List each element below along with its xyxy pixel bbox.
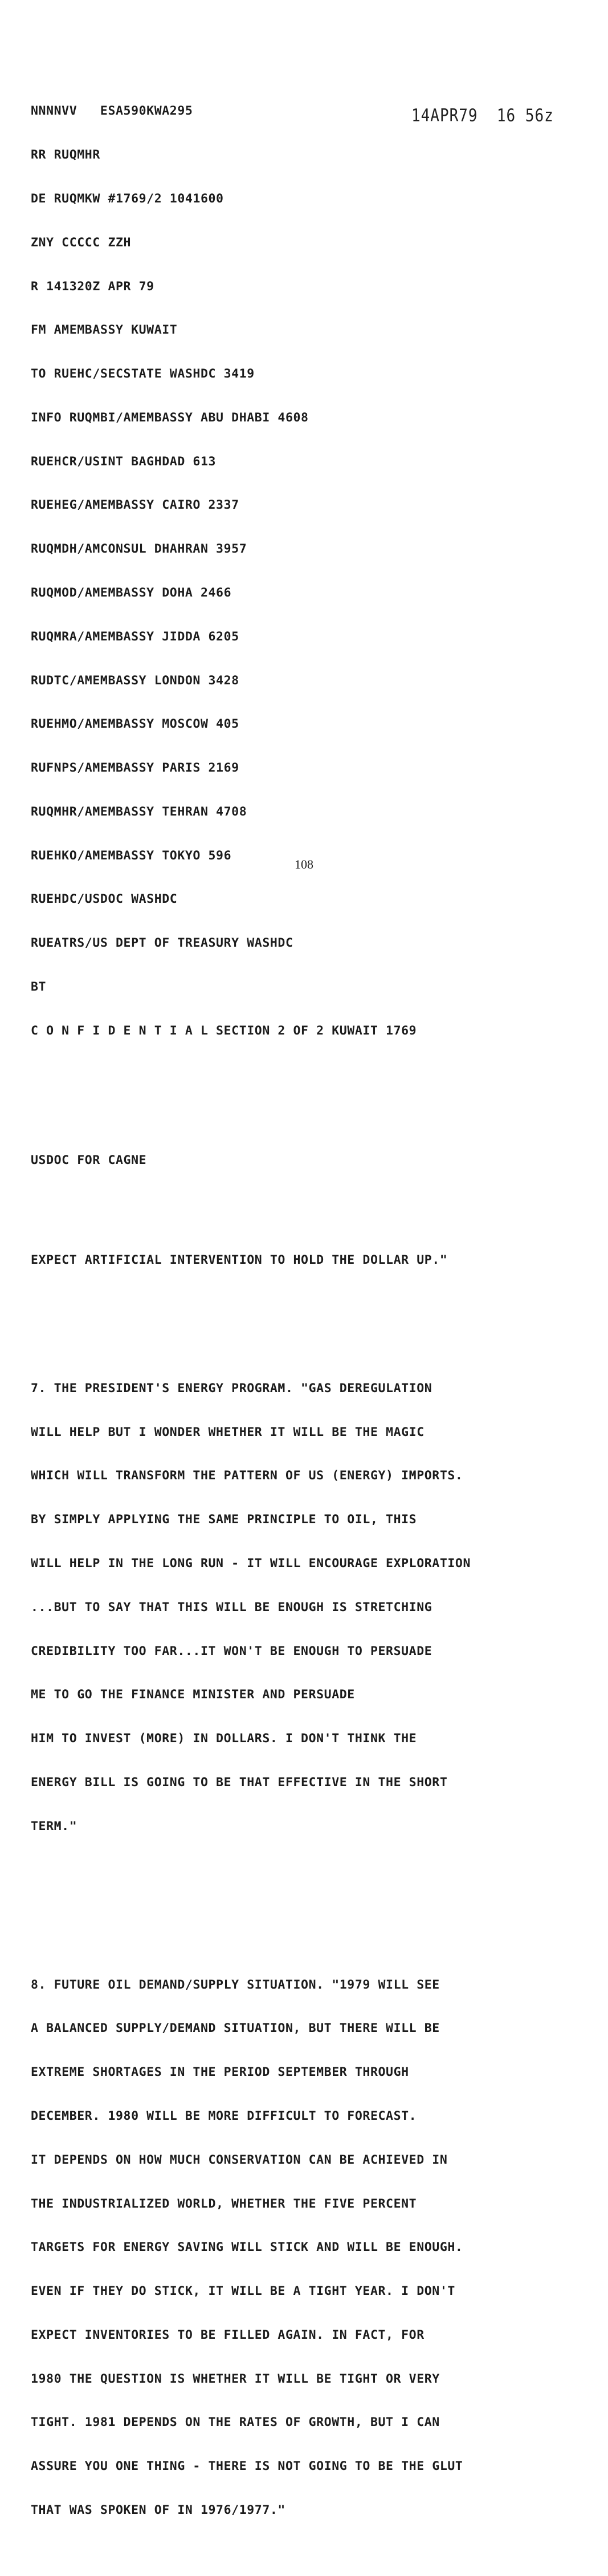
paragraph-line: THAT WAS SPOKEN OF IN 1976/1977." — [31, 2502, 285, 2517]
paragraph-line: DECEMBER. 1980 WILL BE MORE DIFFICULT TO FORECAST. — [31, 2108, 417, 2123]
spacer — [31, 1906, 544, 1919]
paragraph-line: HIM TO INVEST (MORE) IN DOLLARS. I DON'T THINK THE — [31, 1731, 417, 1746]
classification-line: C O N F I D E N T I A L SECTION 2 OF 2 KUWAIT 1769 — [31, 1023, 417, 1038]
header-line: RUEHEG/AMEMBASSY CAIRO 2337 — [31, 498, 239, 513]
spacer — [31, 1211, 544, 1224]
header-line: RUEHKO/AMEMBASSY TOKYO 596 — [31, 848, 232, 863]
paragraph-line: EXTREME SHORTAGES IN THE PERIOD SEPTEMBER THROUGH — [31, 2065, 409, 2080]
header-line: RUQMRA/AMEMBASSY JIDDA 6205 — [31, 629, 239, 644]
paragraph-line: TARGETS FOR ENERGY SAVING WILL STICK AND WILL BE ENOUGH. — [31, 2240, 463, 2255]
paragraph-line: ASSURE YOU ONE THING - THERE IS NOT GOING TO BE THE GLUT — [31, 2459, 463, 2474]
paragraph-line: EVEN IF THEY DO STICK, IT WILL BE A TIGHT YEAR. I DON'T — [31, 2284, 455, 2299]
header-line: RUEHMO/AMEMBASSY MOSCOW 405 — [31, 717, 239, 732]
header-line: RUEHDC/USDOC WASHDC — [31, 892, 178, 907]
header-line: BT — [31, 980, 47, 994]
date-time-stamp: 14APR79 16 56z — [411, 106, 554, 126]
paragraph-line: CREDIBILITY TOO FAR...IT WON'T BE ENOUGH TO PERSUADE — [31, 1644, 432, 1658]
paragraph-line: 1980 THE QUESTION IS WHETHER IT WILL BE TIGHT OR VERY — [31, 2371, 440, 2386]
paragraph-line: WILL HELP BUT I WONDER WHETHER IT WILL BE THE MAGIC — [31, 1425, 425, 1439]
paragraph-line: ...BUT TO SAY THAT THIS WILL BE ENOUGH IS STRETCHING — [31, 1600, 432, 1614]
paragraph-7 — [31, 1352, 544, 1863]
header-line: RUFNPS/AMEMBASSY PARIS 2169 — [31, 761, 239, 776]
header-line: RUEATRS/US DEPT OF TREASURY WASHDC — [31, 936, 293, 951]
spacer — [31, 1111, 544, 1123]
header-line: RUDTC/AMEMBASSY LONDON 3428 — [31, 673, 239, 688]
paragraph-line: EXPECT INVENTORIES TO BE FILLED AGAIN. IN FACT, FOR — [31, 2327, 425, 2342]
header-line: RUQMOD/AMEMBASSY DOHA 2466 — [31, 585, 232, 600]
paragraph-line: BY SIMPLY APPLYING THE SAME PRINCIPLE TO OIL, THIS — [31, 1512, 417, 1527]
header-line: RUEHCR/USINT BAGHDAD 613 — [31, 454, 217, 469]
paragraph-line: TERM." — [31, 1819, 77, 1833]
paragraph-line: ENERGY BILL IS GOING TO BE THAT EFFECTIVE IN THE SHORT — [31, 1775, 448, 1790]
usdoc-line: USDOC FOR CAGNE — [31, 1153, 147, 1167]
header-line: FM AMEMBASSY KUWAIT — [31, 323, 178, 338]
paragraph-line: WHICH WILL TRANSFORM THE PATTERN OF US (ENERGY) IMPORTS. — [31, 1468, 463, 1483]
routing-header — [31, 75, 544, 1067]
header-line: R 141320Z APR 79 — [31, 279, 154, 294]
paragraph-line: 7. THE PRESIDENT'S ENERGY PROGRAM. "GAS DEREGULATION — [31, 1381, 432, 1395]
header-line: RUQMHR/AMEMBASSY TEHRAN 4708 — [31, 804, 247, 819]
paragraph-line: TIGHT. 1981 DEPENDS ON THE RATES OF GROWTH, BUT I CAN — [31, 2415, 440, 2430]
header-line: TO RUEHC/SECSTATE WASHDC 3419 — [31, 367, 255, 382]
header-line: RUQMDH/AMCONSUL DHAHRAN 3957 — [31, 542, 247, 557]
header-line: ZNY CCCCC ZZH — [31, 235, 132, 250]
paragraph-line: WILL HELP IN THE LONG RUN - IT WILL ENCOURAGE EXPLORATION — [31, 1556, 471, 1571]
cable-text — [31, 46, 544, 2576]
header-line: NNNNVV ESA590KWA295 — [31, 104, 193, 119]
spacer — [31, 1311, 544, 1323]
header-line: RR RUQMHR — [31, 148, 100, 163]
paragraph-line: THE INDUSTRIALIZED WORLD, WHETHER THE FIVE PERCENT — [31, 2196, 417, 2211]
paragraph-line: A BALANCED SUPPLY/DEMAND SITUATION, BUT THERE WILL BE — [31, 2021, 440, 2036]
paragraph-line: 8. FUTURE OIL DEMAND/SUPPLY SITUATION. "1979 WILL SEE — [31, 1977, 440, 1992]
continuation-line: EXPECT ARTIFICIAL INTERVENTION TO HOLD THE DOLLAR UP." — [31, 1253, 448, 1268]
page-number: 108 — [295, 857, 313, 871]
paragraph-line: IT DEPENDS ON HOW MUCH CONSERVATION CAN BE ACHIEVED IN — [31, 2152, 448, 2167]
paragraph-8 — [31, 1948, 544, 2546]
header-line: INFO RUQMBI/AMEMBASSY ABU DHABI 4608 — [31, 410, 309, 425]
header-line: DE RUQMKW #1769/2 1041600 — [31, 191, 224, 206]
paragraph-line: ME TO GO THE FINANCE MINISTER AND PERSUADE — [31, 1687, 355, 1702]
